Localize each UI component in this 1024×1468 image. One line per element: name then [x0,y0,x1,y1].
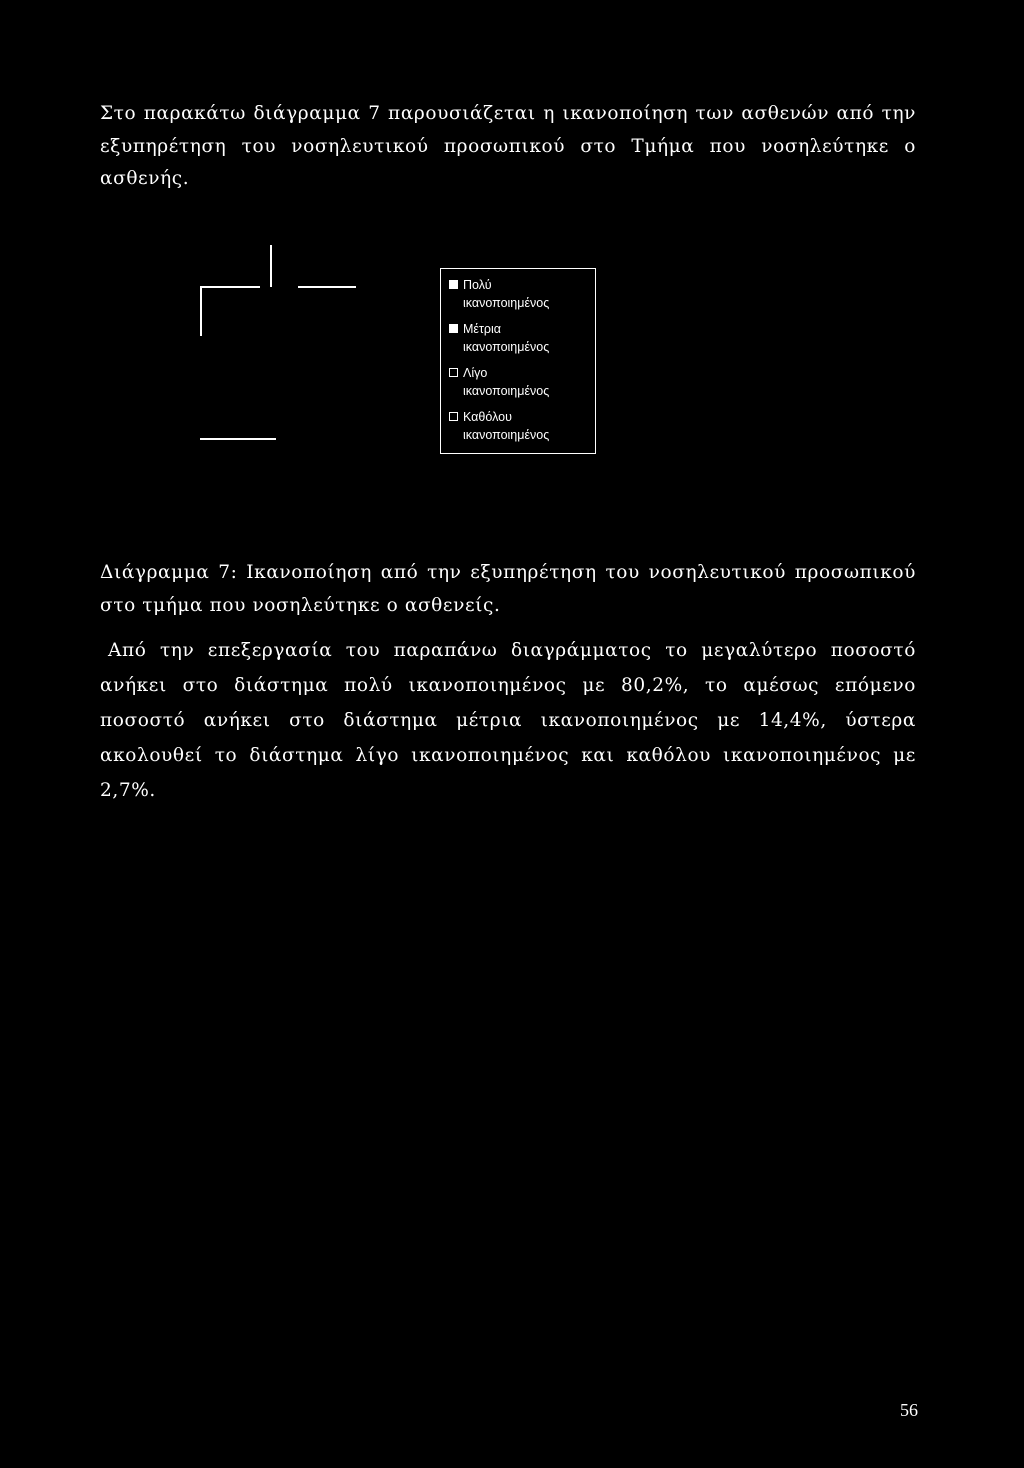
legend-label: ικανοποιημένος [463,428,550,442]
chart-axis-line [200,286,260,288]
legend-swatch-icon [449,280,458,289]
legend-label: Λίγο [463,366,488,380]
intro-paragraph: Στο παρακάτω διάγραμμα 7 παρουσιάζεται η ικανοποίηση των ασθενών από την εξυπηρέτηση του νοσηλευτικού προσωπικού στο Τμήμα που νοσηλεύτηκε ο ασθενής. [100,103,916,189]
legend-label: ικανοποιημένος [463,340,550,354]
chart-axis-line [200,438,276,440]
figure-caption: Διάγραμμα 7: Ικανοποίηση από την εξυπηρέτηση του νοσηλευτικού προσωπικού στο τμήμα που νοσηλεύτηκε ο ασθενείς. [100,562,916,616]
legend-swatch-icon [449,368,458,377]
legend-label: Καθόλου [463,410,512,424]
chart-axis-line [270,245,272,287]
chart-axis-line [200,286,202,336]
chart-axis-line [298,286,356,288]
legend-swatch-icon [449,412,458,421]
legend-label: ικανοποιημένος [463,296,550,310]
chart-legend [440,268,596,454]
legend-label: Μέτρια [463,322,502,336]
legend-label: ικανοποιημένος [463,384,550,398]
analysis-paragraph: Από την επεξεργασία του παραπάνω διαγράμματος το μεγαλύτερο ποσοστό ανήκει στο διάστημα πολύ ικανοποιημένος με 80,2%, το αμέσως επόμενο ποσοστό ανήκει στο διάστημα μέτρια ικανοποιημένος με 14,4%, ύστερα ακολουθεί το διάστημα λίγο ικανοποιημένος και καθόλου ικανοποιημένος με 2,7%. [100,640,916,801]
page-number: 56 [900,1400,918,1420]
legend-swatch-icon [449,324,458,333]
legend-label: Πολύ [463,278,492,292]
